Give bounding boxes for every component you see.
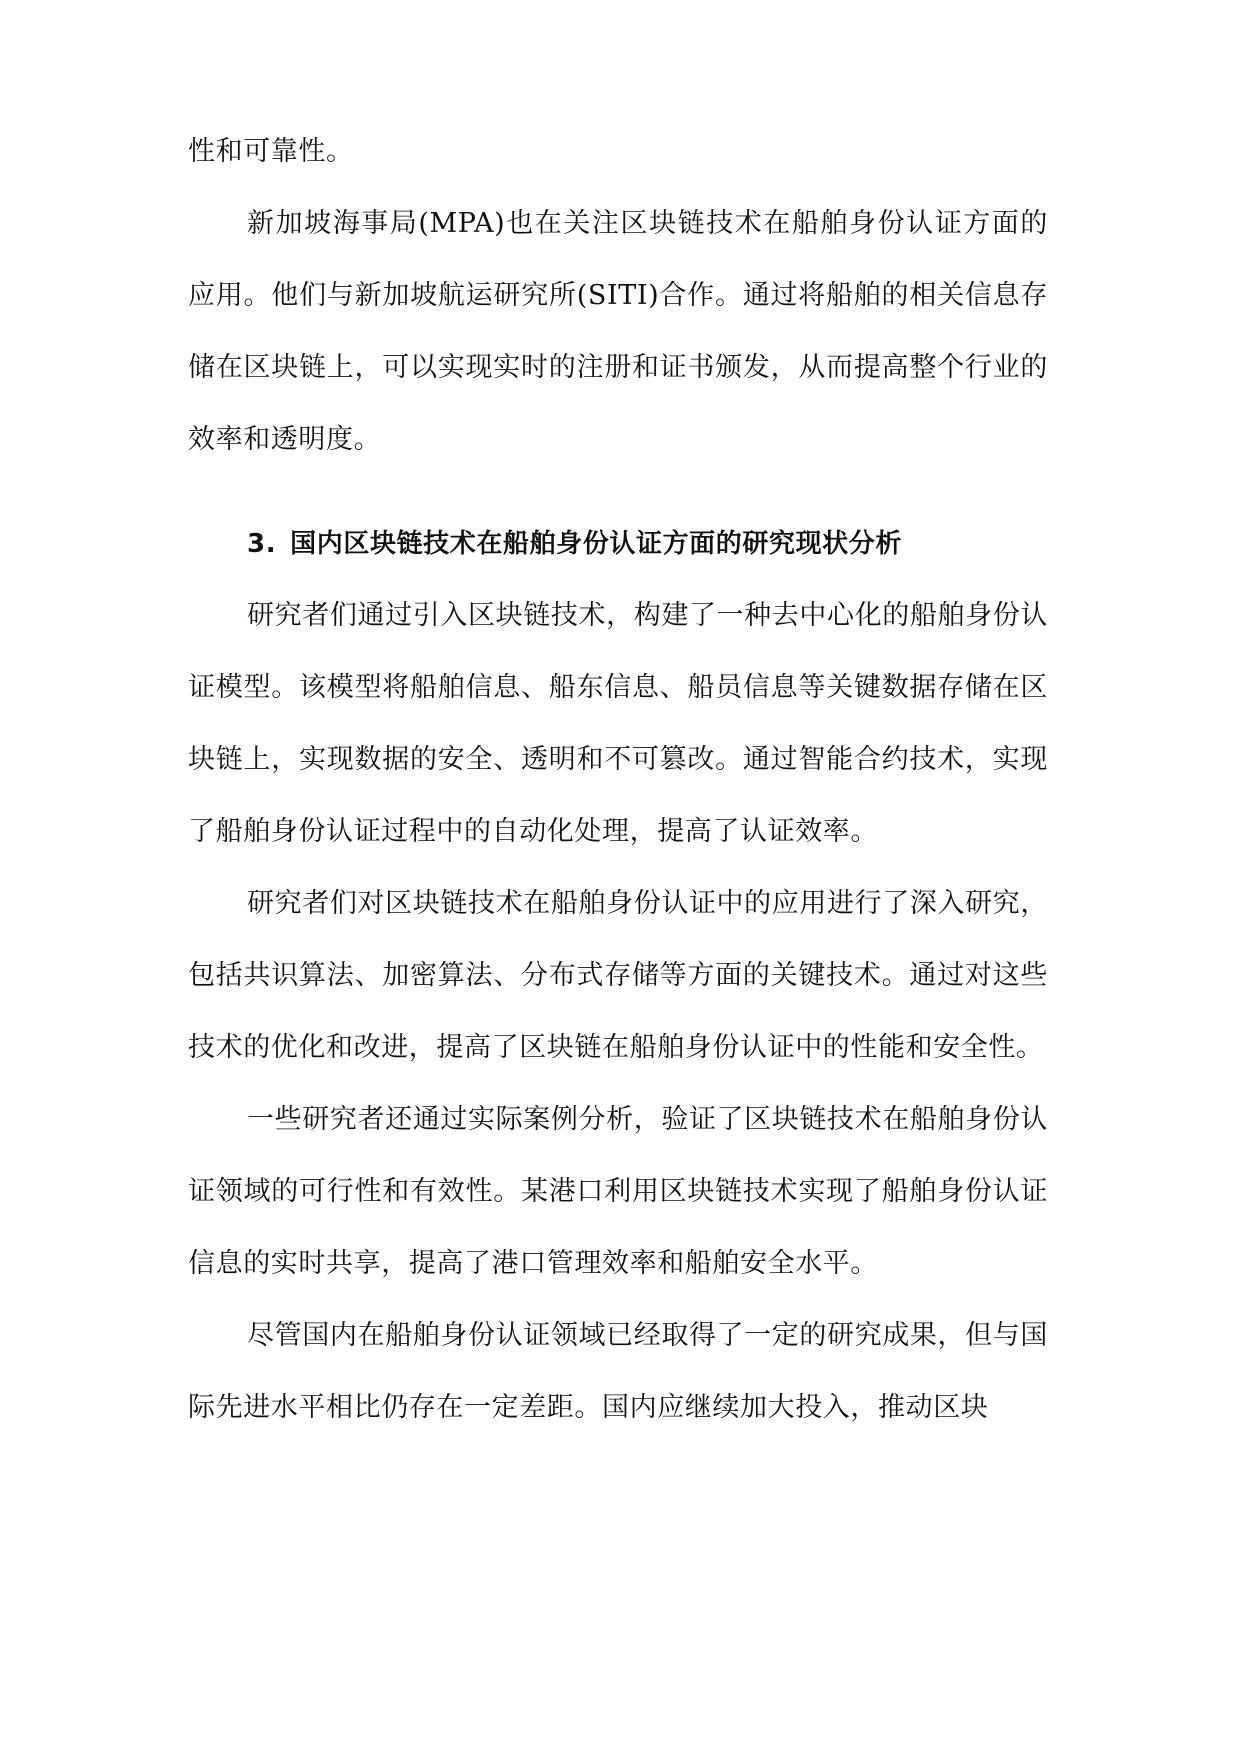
- paragraph-cases: 一些研究者还通过实际案例分析，验证了区块链技术在船舶身份认证领域的可行性和有效性。某港口利用区块链技术实现了船舶身份认证信息的实时共享，提高了港口管理效率和船舶安全水平。: [188, 1104, 1048, 1279]
- paragraph-model: 研究者们通过引入区块链技术，构建了一种去中心化的船舶身份认证模型。该模型将船舶信息、船东信息、船员信息等关键数据存储在区块链上，实现数据的安全、透明和不可篡改。通过智能合约技术，实现了船舶身份认证过程中的自动化处理，提高了认证效率。: [188, 600, 1048, 847]
- paragraph-singapore-mpa: 新加坡海事局(MPA)也在关注区块链技术在船舶身份认证方面的应用。他们与新加坡航运研究所(SITI)合作。通过将船舶的相关信息存储在区块链上，可以实现实时的注册和证书颁发，从而提高整个行业的效率和透明度。: [188, 208, 1048, 455]
- paragraph-gap: 尽管国内在船舶身份认证领域已经取得了一定的研究成果，但与国际先进水平相比仍存在一定差距。国内应继续加大投入，推动区块: [188, 1320, 1048, 1423]
- paragraph-research: 研究者们对区块链技术在船舶身份认证中的应用进行了深入研究，包括共识算法、加密算法、分布式存储等方面的关键技术。通过对这些技术的优化和改进，提高了区块链在船舶身份认证中的性能和安全性。: [188, 888, 1048, 1063]
- section-spacer: [188, 476, 1048, 508]
- paragraph-continuation: 性和可靠性。: [188, 136, 354, 167]
- section-number: 3.: [247, 529, 277, 559]
- section-heading: [188, 508, 1048, 580]
- body-text: [188, 116, 1048, 1444]
- section-title: 国内区块链技术在船舶身份认证方面的研究现状分析: [290, 529, 902, 559]
